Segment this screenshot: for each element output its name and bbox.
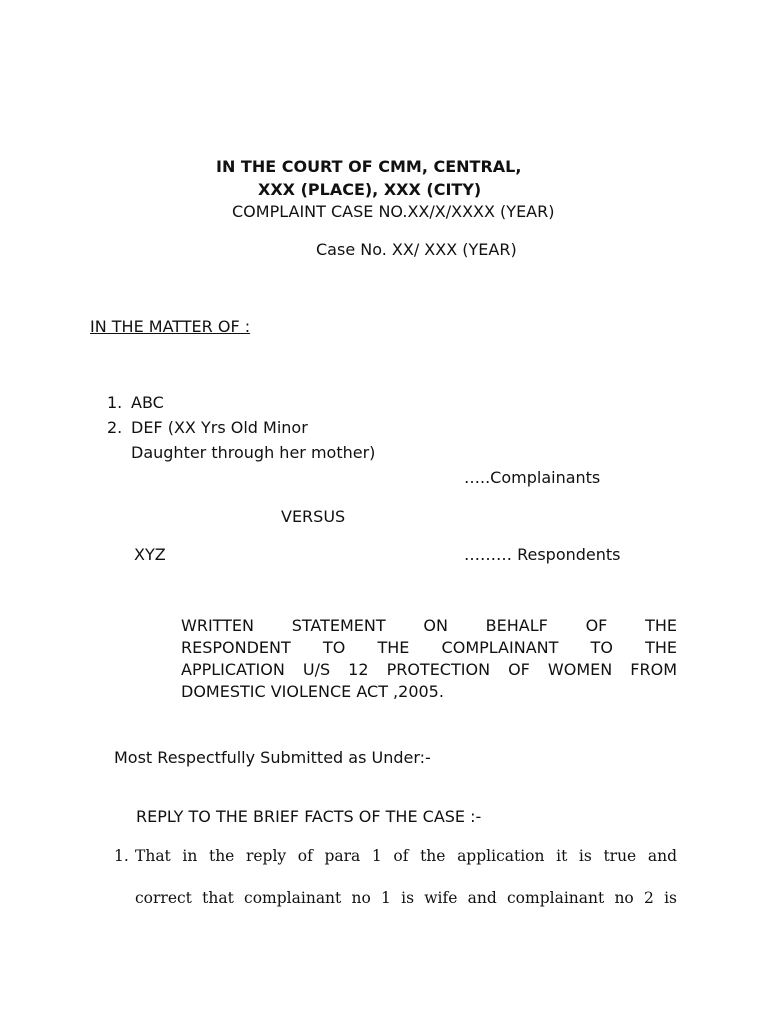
respondents-label: ……… Respondents [464,545,621,564]
reply-heading: REPLY TO THE BRIEF FACTS OF THE CASE :- [136,807,482,826]
paragraph-line: That in the reply of para 1 of the application it is true and [135,847,677,865]
paragraph-number: 1. [114,847,129,865]
versus-label: VERSUS [281,507,346,526]
matter-heading: IN THE MATTER OF : [90,317,251,336]
statement-line: DOMESTIC VIOLENCE ACT ,2005. [181,682,444,701]
party-2-name: DEF (XX Yrs Old Minor [131,418,308,437]
court-title-line1: IN THE COURT OF CMM, CENTRAL, [216,157,522,176]
statement-line: RESPONDENT TO THE COMPLAINANT TO THE [181,638,677,657]
statement-line: APPLICATION U/S 12 PROTECTION OF WOMEN FROM [181,660,677,679]
court-title-line2: XXX (PLACE), XXX (CITY) [258,180,482,199]
party-2-number: 2. [107,418,123,437]
party-1-number: 1. [107,393,123,412]
party-2-continuation: Daughter through her mother) [131,443,376,462]
complaint-case-number: COMPLAINT CASE NO.XX/X/XXXX (YEAR) [232,202,555,221]
party-1-name: ABC [131,393,164,412]
statement-title [181,615,677,703]
case-number: Case No. XX/ XXX (YEAR) [316,240,517,259]
paragraph-line: correct that complainant no 1 is wife and complainant no 2 is [135,889,677,907]
statement-line: WRITTEN STATEMENT ON BEHALF OF THE [181,616,677,635]
complainants-label: …..Complainants [464,468,601,487]
submitted-line: Most Respectfully Submitted as Under:- [114,748,431,767]
respondent-name: XYZ [134,545,166,564]
